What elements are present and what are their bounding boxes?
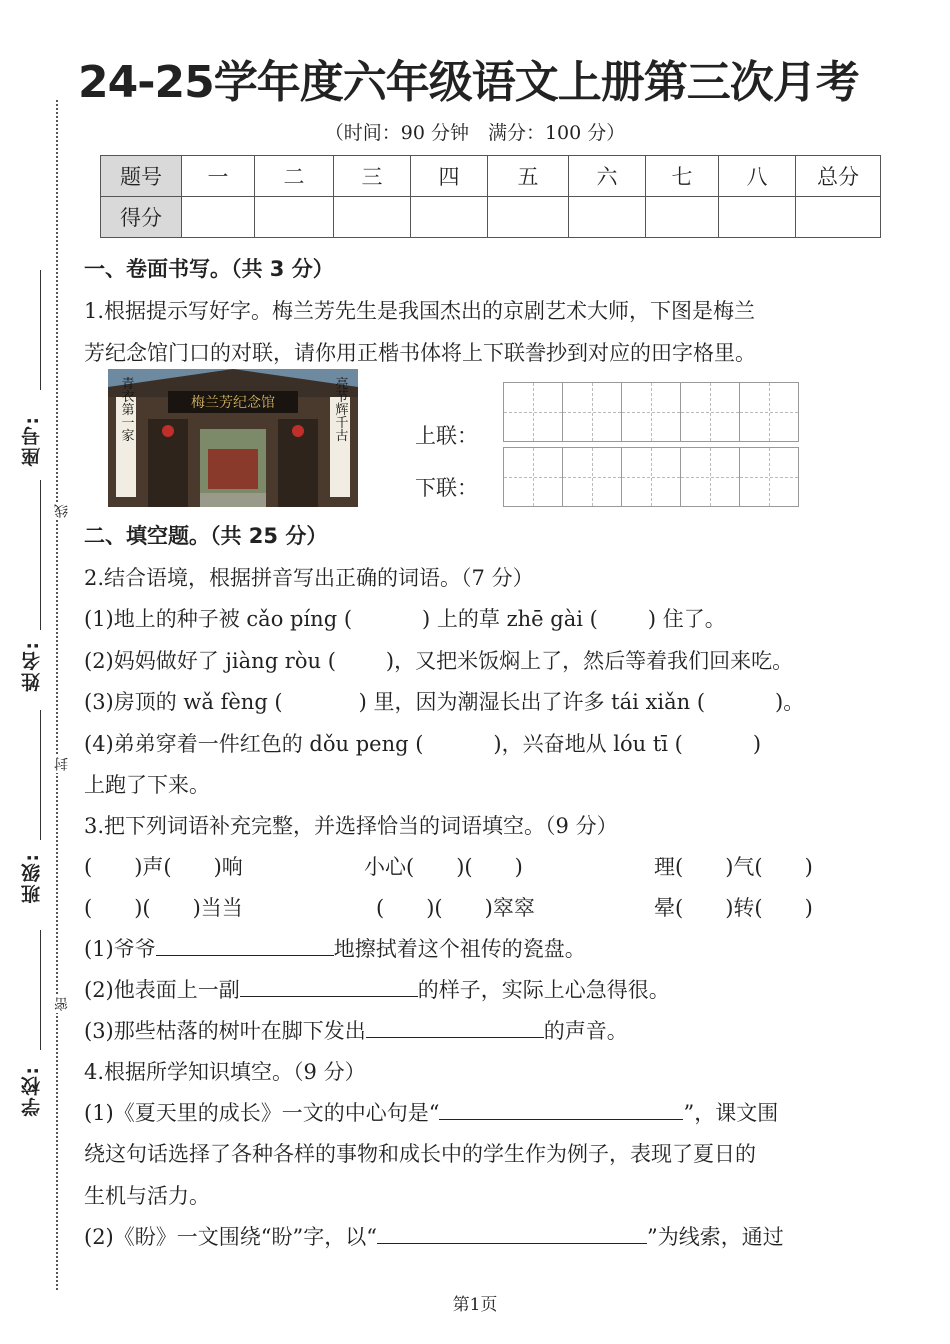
q2-item-1 xyxy=(84,603,726,633)
q3-sentence-1 xyxy=(84,933,586,963)
q3-sentence-2 xyxy=(84,974,670,1004)
tianzige-cell[interactable] xyxy=(621,382,681,442)
q1-line-1: 1.根据提示写好字。梅兰芳先生是我国杰出的京剧艺术大师，下图是梅兰 xyxy=(84,299,756,323)
q2-item-4-text: )，兴奋地从 lóu tī ( xyxy=(493,732,683,756)
q4-para-1-line-2: 绕这句话选择了各种各样的事物和成长中的学生作为例子，表现了夏日的 xyxy=(84,1142,756,1166)
page-number: 第1页 xyxy=(452,1295,498,1315)
q2-item-2 xyxy=(84,645,793,675)
q4-stem: 4.根据所学知识填空。（9 分） xyxy=(84,1060,366,1084)
lower-couplet-label: 下联： xyxy=(415,476,478,500)
seat-label: 座号: xyxy=(21,415,43,467)
score-table-row xyxy=(101,156,881,197)
q3-sentence-text: (2)他表面上一副 xyxy=(84,978,240,1002)
q3-word: 小心( )( ) xyxy=(364,855,523,879)
seat-line xyxy=(40,270,41,390)
right-couplet: 亮节辉千古 xyxy=(332,376,348,442)
tianzige-cell[interactable] xyxy=(621,447,681,507)
exam-subtitle: （时间：90 分钟 满分：100 分） xyxy=(324,122,626,144)
school-line xyxy=(40,930,41,1050)
score-cell[interactable] xyxy=(411,197,488,238)
q3-sentence-text: 的声音。 xyxy=(543,1019,628,1043)
score-cell[interactable] xyxy=(334,197,411,238)
q3-sentence-text: (3)那些枯落的树叶在脚下发出 xyxy=(84,1019,366,1043)
score-table-header-cell: 题号 xyxy=(101,156,182,197)
q3-sentence-text: 的样子，实际上心急得很。 xyxy=(417,978,670,1002)
score-cell[interactable] xyxy=(488,197,569,238)
q2-item-1-text: (1)地上的种子被 cǎo píng ( xyxy=(84,607,353,631)
score-table-column: 二 xyxy=(255,156,334,197)
score-table-column: 总分 xyxy=(796,156,881,197)
name-label: 姓名: xyxy=(21,640,43,692)
seal-char-xian: 线 xyxy=(54,504,70,518)
q3-sentence-text: 地擦拭着这个祖传的瓷盘。 xyxy=(333,937,586,961)
lower-couplet-grid[interactable] xyxy=(503,447,798,507)
score-cell[interactable] xyxy=(255,197,334,238)
exam-title: 24-25学年度六年级语文上册第三次月考 xyxy=(78,57,859,108)
seal-char-feng: 封 xyxy=(54,757,70,771)
class-label: 班级: xyxy=(21,852,43,904)
score-table-column: 一 xyxy=(182,156,255,197)
q2-item-4-cont: 上跑了下来。 xyxy=(84,773,210,797)
score-table-column: 三 xyxy=(334,156,411,197)
tianzige-cell[interactable] xyxy=(562,447,622,507)
class-line xyxy=(40,710,41,840)
score-cell[interactable] xyxy=(569,197,646,238)
score-table-column: 四 xyxy=(411,156,488,197)
score-table-column: 五 xyxy=(488,156,569,197)
upper-couplet-label: 上联： xyxy=(415,424,478,448)
q1-line-2: 芳纪念馆门口的对联，请你用正楷书体将上下联誊抄到对应的田字格里。 xyxy=(84,341,756,365)
plaque-text: 梅兰芳纪念馆 xyxy=(191,395,275,411)
q4-text: ”，课文围 xyxy=(683,1101,779,1125)
q3-word: 理( )气( ) xyxy=(654,855,813,879)
answer-blank[interactable] xyxy=(439,1097,683,1120)
q2-item-3-text: (3)房顶的 wǎ fèng ( xyxy=(84,690,283,714)
name-line xyxy=(40,480,41,630)
score-table-row xyxy=(101,197,881,238)
q4-para-1 xyxy=(84,1097,778,1127)
score-table-column: 八 xyxy=(719,156,796,197)
q2-item-3-text: ) 里，因为潮湿长出了许多 tái xiǎn ( xyxy=(358,690,706,714)
q4-para-1-line-3: 生机与活力。 xyxy=(84,1184,210,1208)
upper-couplet-grid[interactable] xyxy=(503,382,798,442)
section-heading-2: 二、填空题。（共 25 分） xyxy=(84,524,328,548)
q3-word: ( )声( )响 xyxy=(84,855,243,879)
answer-blank[interactable] xyxy=(377,1221,647,1244)
q2-stem: 2.结合语境，根据拼音写出正确的词语。（7 分） xyxy=(84,566,534,590)
q4-text: ”为线索，通过 xyxy=(646,1225,784,1249)
tianzige-cell[interactable] xyxy=(739,382,799,442)
q3-word: ( )( )窣窣 xyxy=(376,896,535,920)
q4-text: (1)《夏天里的成长》一文的中心句是“ xyxy=(84,1101,440,1125)
q4-text: (2)《盼》一文围绕“盼”字，以“ xyxy=(84,1225,377,1249)
q3-sentence-3 xyxy=(84,1015,628,1045)
seal-char-mi: 密 xyxy=(54,997,70,1011)
score-cell[interactable] xyxy=(796,197,881,238)
binding-dotted-line xyxy=(56,100,58,1290)
q2-item-2-text: )，又把米饭焖上了，然后等着我们回来吃。 xyxy=(385,649,794,673)
memorial-hall-photo xyxy=(108,369,358,507)
tianzige-cell[interactable] xyxy=(680,447,740,507)
tianzige-cell[interactable] xyxy=(680,382,740,442)
q2-item-4-text: ) xyxy=(752,732,762,756)
binding-strip xyxy=(0,0,80,1344)
q2-item-2-text: (2)妈妈做好了 jiàng ròu ( xyxy=(84,649,336,673)
answer-blank[interactable] xyxy=(240,974,418,997)
q2-item-4 xyxy=(84,728,761,758)
score-cell[interactable] xyxy=(646,197,719,238)
q3-stem: 3.把下列词语补充完整，并选择恰当的词语填空。（9 分） xyxy=(84,814,618,838)
score-cell[interactable] xyxy=(719,197,796,238)
answer-blank[interactable] xyxy=(366,1015,544,1038)
q2-item-3 xyxy=(84,686,804,716)
section-heading-1: 一、卷面书写。（共 3 分） xyxy=(84,257,334,281)
score-table-column: 六 xyxy=(569,156,646,197)
q2-item-4-text: (4)弟弟穿着一件红色的 dǒu peng ( xyxy=(84,732,424,756)
tianzige-cell[interactable] xyxy=(739,447,799,507)
q3-word-row-2 xyxy=(84,892,813,922)
q4-para-2 xyxy=(84,1221,784,1251)
school-label: 学校: xyxy=(21,1065,43,1117)
q3-word-row-1 xyxy=(84,851,813,881)
score-table-header-cell: 得分 xyxy=(101,197,182,238)
q3-word: 晕( )转( ) xyxy=(654,896,813,920)
q3-sentence-text: (1)爷爷 xyxy=(84,937,156,961)
answer-blank[interactable] xyxy=(156,933,334,956)
score-table xyxy=(100,155,881,238)
tianzige-cell[interactable] xyxy=(503,382,563,442)
q2-item-1-text: ) 上的草 zhē gài ( xyxy=(422,607,598,631)
left-couplet: 青衣第一家 xyxy=(118,376,134,442)
tianzige-cell[interactable] xyxy=(562,382,622,442)
score-cell[interactable] xyxy=(182,197,255,238)
q3-word: ( )( )当当 xyxy=(84,896,243,920)
score-table-column: 七 xyxy=(646,156,719,197)
tianzige-cell[interactable] xyxy=(503,447,563,507)
q2-item-3-text: )。 xyxy=(775,690,805,714)
q2-item-1-text: ) 住了。 xyxy=(647,607,726,631)
